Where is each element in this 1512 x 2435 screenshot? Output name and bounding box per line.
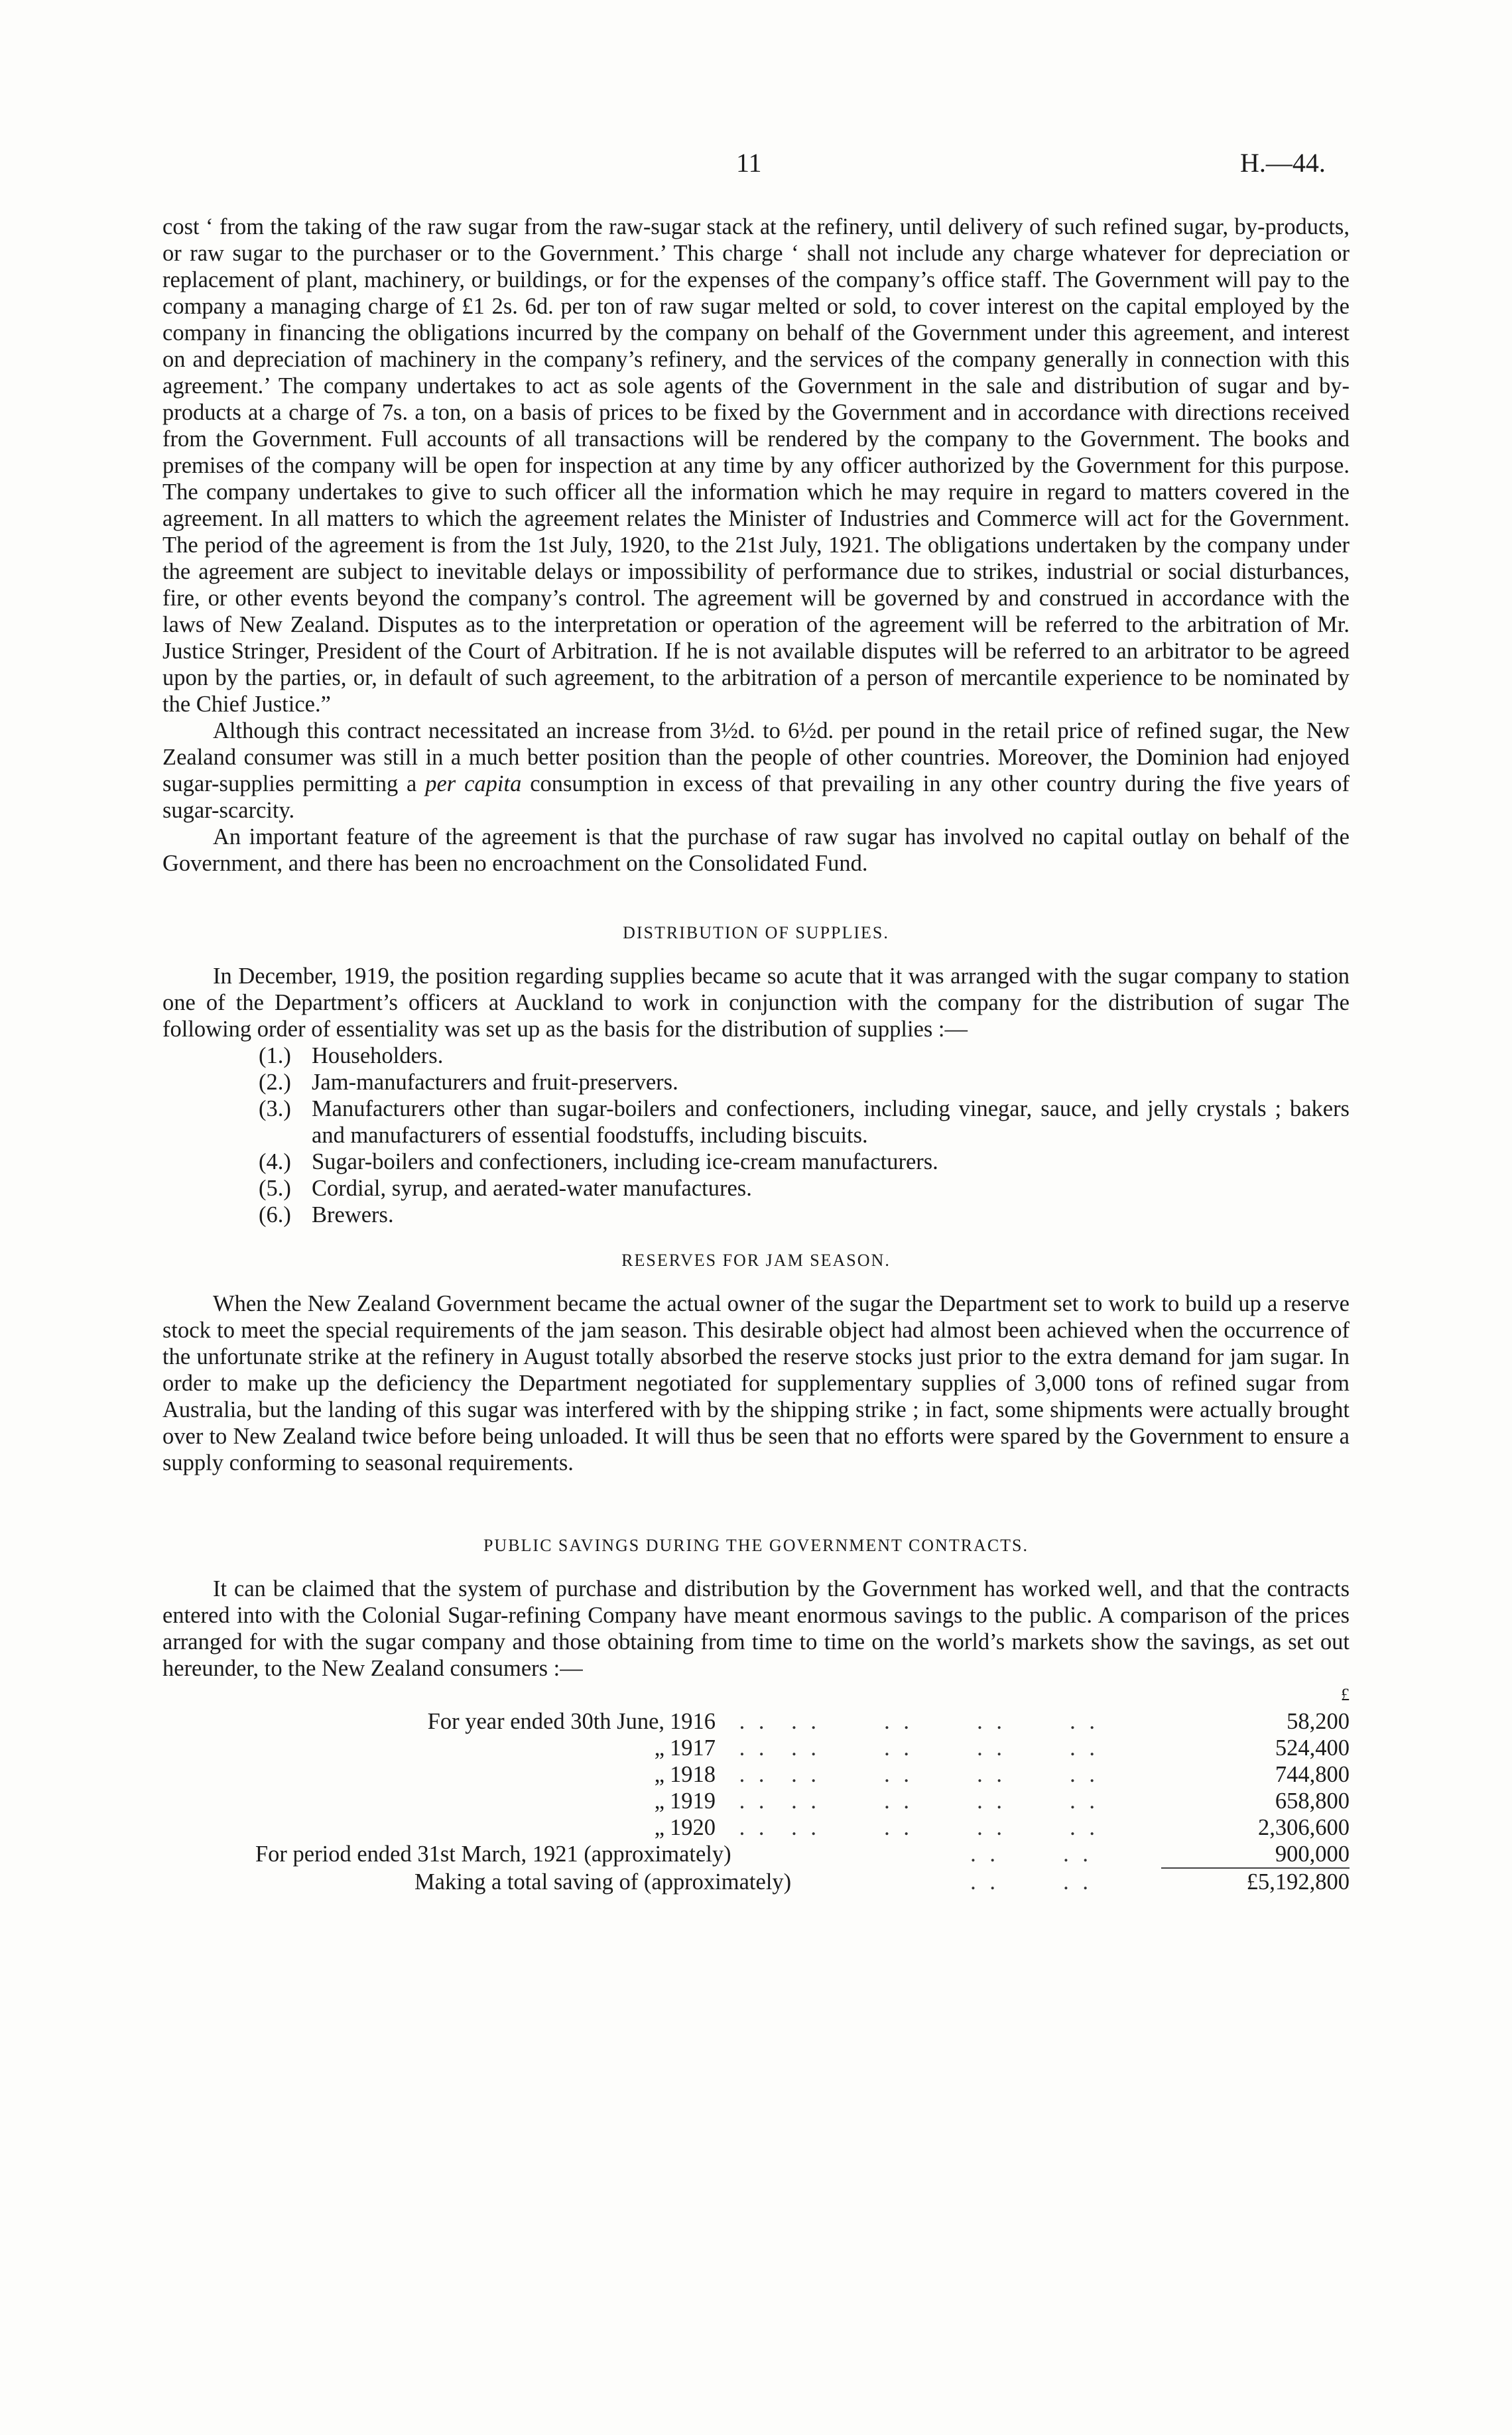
- savings-table: [255, 1682, 1350, 1895]
- dot-leaders-row: [791, 1761, 1161, 1788]
- retail-price-paragraph: [162, 718, 1350, 824]
- list-item-number: (2.): [259, 1070, 291, 1095]
- list-item-number: (6.): [259, 1202, 291, 1227]
- row-prefix: „: [654, 1762, 665, 1787]
- dot-leader: . .: [739, 1762, 769, 1787]
- page-number: 11: [736, 148, 762, 178]
- retail-price-text-a: Although this contract necessitated an increase from 3½d. to 6½d. per pound in the retail price of refined sugar, the New Zealand consumer was still in a much better position than the people of other countries. Moreover, the Dominion had enjoyed sugar-supplies permitting a: [162, 718, 1350, 796]
- list-item: [259, 1069, 1350, 1095]
- reserves-paragraph: When the New Zealand Government became the actual owner of the sugar the Department set to work to build up a reserve stock to meet the special requirements of the jam season. This desirable object had almost been achieved when the occurrence of the unfortunate strike at the refinery in August totally absorbed the reserve stocks just prior to the extra demand for jam sugar. In order to make up the deficiency the Department negotiated for supplementary supplies of 3,000 tons of refined sugar from Australia, but the landing of this sugar was interfered with by the shipping strike ; in fact, some shipments were actually brought over to New Zealand twice before being unloaded. It will thus be seen that no efforts were spared by the Government to ensure a supply conforming to seasonal requirements.: [162, 1291, 1350, 1475]
- dot-leader: . .: [1070, 1762, 1100, 1787]
- row-amount: 524,400: [1275, 1735, 1350, 1761]
- dot-leader: . .: [884, 1735, 914, 1761]
- dot-leader: . .: [977, 1788, 1007, 1814]
- table-row: [255, 1814, 1350, 1841]
- intro-paragraph: cost ‘ from the taking of the raw sugar from the raw-sugar stack at the refinery, until delivery of such refined sugar, by-products, or raw sugar to the purchaser or to the Government.’ This charge ‘ shall not include any charge whatever for depreciation or replacement of plant, machinery, or buildings, or for the expenses of the company’s office staff. The Government will pay to the company a managing charge of £1 2s. 6d. per ton of raw sugar melted or sold, to cover interest on the capital employed by the company in financing the obligations incurred by the company on behalf of the Government under this agreement, and interest on and depreciation of machinery in the company’s refinery, and the services of the company generally in connection with this agreement.’ The company undertakes to act as sole agents of the Government in the sale and distribution of sugar and by-products at a charge of 7s. a ton, on a basis of prices to be fixed by the Government and in accordance with directions received from the Government. Full accounts of all transactions will be rendered by the company to the Government. The books and premises of the company will be open for inspection at any time by any officer authorized by the Government for this purpose. The company undertakes to give to such officer all the information which he may require in regard to matters covered in the agreement. In all matters to which the agreement relates the Minister of Industries and Commerce will act for the Government. The period of the agreement is from the 1st July, 1920, to the 21st July, 1921. The obligations undertaken by the company under the agreement are subject to inevitable delays or impossibility of performance due to strikes, industrial or social disturbances, fire, or other events beyond the company’s control. The agreement will be governed by and construed in accordance with the laws of New Zealand. Disputes as to the interpretation or operation of the agreement will be referred to the arbitration of Mr. Justice Stringer, President of the Court of Arbitration. If he is not available disputes will be referred to an arbitrator to be agreed upon by the parties, or, in default of such agreement, to the arbitration of a person of mercantile experience to be nominated by the Chief Justice.”: [162, 214, 1350, 717]
- list-item-text: Manufacturers other than sugar-boilers and confectioners, including vinegar, sauce, and jelly crystals ; bakers and manufacturers of essential foodstuffs, including biscuits.: [312, 1096, 1350, 1148]
- period-label: For period ended 31st March, 1921 (approximately): [255, 1842, 731, 1867]
- table-row: [255, 1735, 1350, 1761]
- document-reference: H.—44.: [1240, 148, 1326, 178]
- dot-leaders-row: [791, 1869, 1161, 1895]
- savings-paragraph: It can be claimed that the system of purchase and distribution by the Government has worked well, and that the contracts entered into with the Colonial Sugar-refining Company have meant enormous savings to the public. A comparison of the prices arranged for with the sugar company and those obtaining from time to time on the world’s markets show the savings, as set out hereunder, to the New Zealand consumers :—: [162, 1576, 1350, 1681]
- table-row: [255, 1708, 1350, 1735]
- list-item-text: Jam-manufacturers and fruit-preservers.: [312, 1070, 678, 1095]
- dot-leader: . .: [884, 1788, 914, 1814]
- dot-leader: . .: [791, 1709, 821, 1734]
- dot-leader: . .: [977, 1762, 1007, 1787]
- dot-leaders-row: [791, 1814, 1161, 1841]
- feature-paragraph: An important feature of the agreement is that the purchase of raw sugar has involved no capital outlay on behalf of the Government, and there has been no encroachment on the Consolidated Fund.: [162, 824, 1350, 876]
- dot-leader: . .: [1070, 1709, 1100, 1734]
- savings-heading: PUBLIC SAVINGS DURING THE GOVERNMENT CONTRACTS.: [483, 1536, 1029, 1555]
- dot-leader: . .: [739, 1735, 769, 1761]
- dot-leader: . .: [977, 1709, 1007, 1734]
- dot-leader: . .: [739, 1788, 769, 1814]
- retail-price-italic: per capita: [425, 771, 522, 796]
- total-amount: £5,192,800: [1246, 1869, 1350, 1895]
- dot-leader: . .: [884, 1815, 914, 1840]
- total-label: Making a total saving of (approximately): [414, 1869, 792, 1895]
- currency-symbol: £: [1341, 1685, 1350, 1704]
- list-item-number: (4.): [259, 1149, 291, 1174]
- document-body: [162, 214, 1350, 1895]
- dot-leader: . .: [1063, 1842, 1093, 1867]
- reserves-heading: RESERVES FOR JAM SEASON.: [621, 1251, 891, 1270]
- dot-leader: . .: [977, 1815, 1007, 1840]
- dot-leader: . .: [791, 1735, 821, 1761]
- dot-leaders-row: [791, 1788, 1161, 1814]
- list-item-text: Brewers.: [312, 1202, 394, 1227]
- essentiality-list: [162, 1042, 1350, 1228]
- dot-leader: . .: [791, 1788, 821, 1814]
- row-prefix: „: [654, 1788, 665, 1814]
- dot-leaders-row: [791, 1841, 1161, 1868]
- dot-leaders-row: [791, 1708, 1161, 1735]
- dot-leader: . .: [791, 1815, 821, 1840]
- row-amount: 900,000: [1275, 1842, 1350, 1867]
- dot-leader: . .: [1070, 1815, 1100, 1840]
- list-item-text: Householders.: [312, 1043, 444, 1068]
- dot-leader: . .: [739, 1709, 769, 1734]
- dot-leader: . .: [970, 1869, 1000, 1895]
- row-year: 1919: [670, 1788, 716, 1814]
- distribution-heading: DISTRIBUTION OF SUPPLIES.: [623, 923, 889, 942]
- dot-leader: . .: [977, 1735, 1007, 1761]
- table-row: [255, 1761, 1350, 1788]
- list-item: [259, 1175, 1350, 1202]
- distribution-paragraph: In December, 1919, the position regarding supplies became so acute that it was arranged with the sugar company to station one of the Department’s officers at Auckland to work in conjunction with the company for the distribution of sugar The following order of essentiality was set up as the basis for the distribution of supplies :—: [162, 964, 1350, 1042]
- row-prefix: For year ended 30th June,: [427, 1709, 665, 1734]
- row-year: 1916: [670, 1709, 716, 1734]
- list-item: [259, 1095, 1350, 1149]
- list-item-number: (3.): [259, 1096, 291, 1121]
- row-prefix: „: [654, 1735, 665, 1761]
- retail-price-text-b: consumption in excess of that prevailing in any other country during the five years of sugar-scarcity.: [162, 771, 1350, 823]
- dot-leader: . .: [970, 1842, 1000, 1867]
- dot-leaders-row: [791, 1735, 1161, 1761]
- dot-leader: . .: [884, 1709, 914, 1734]
- list-item-text: Cordial, syrup, and aerated-water manufactures.: [312, 1176, 752, 1201]
- row-year: 1918: [670, 1762, 716, 1787]
- row-prefix: „: [654, 1815, 665, 1840]
- dot-leader: . .: [791, 1762, 821, 1787]
- table-row: [255, 1841, 1350, 1868]
- row-amount: 744,800: [1275, 1762, 1350, 1787]
- row-amount: 2,306,600: [1258, 1815, 1350, 1840]
- list-item: [259, 1149, 1350, 1175]
- dot-leader: . .: [884, 1762, 914, 1787]
- row-amount: 658,800: [1275, 1788, 1350, 1814]
- dot-leader: . .: [1063, 1869, 1093, 1895]
- list-item: [259, 1202, 1350, 1228]
- list-item-number: (1.): [259, 1043, 291, 1068]
- table-header-row: [255, 1682, 1350, 1708]
- row-year: 1920: [670, 1815, 716, 1840]
- table-row: [255, 1788, 1350, 1814]
- dot-leader: . .: [1070, 1735, 1100, 1761]
- list-item: [259, 1042, 1350, 1069]
- row-year: 1917: [670, 1735, 716, 1761]
- list-item-number: (5.): [259, 1176, 291, 1201]
- list-item-text: Sugar-boilers and confectioners, including ice-cream manufacturers.: [312, 1149, 938, 1174]
- row-amount: 58,200: [1287, 1709, 1350, 1734]
- dot-leader: . .: [739, 1815, 769, 1840]
- dot-leader: . .: [1070, 1788, 1100, 1814]
- total-row: [255, 1869, 1350, 1895]
